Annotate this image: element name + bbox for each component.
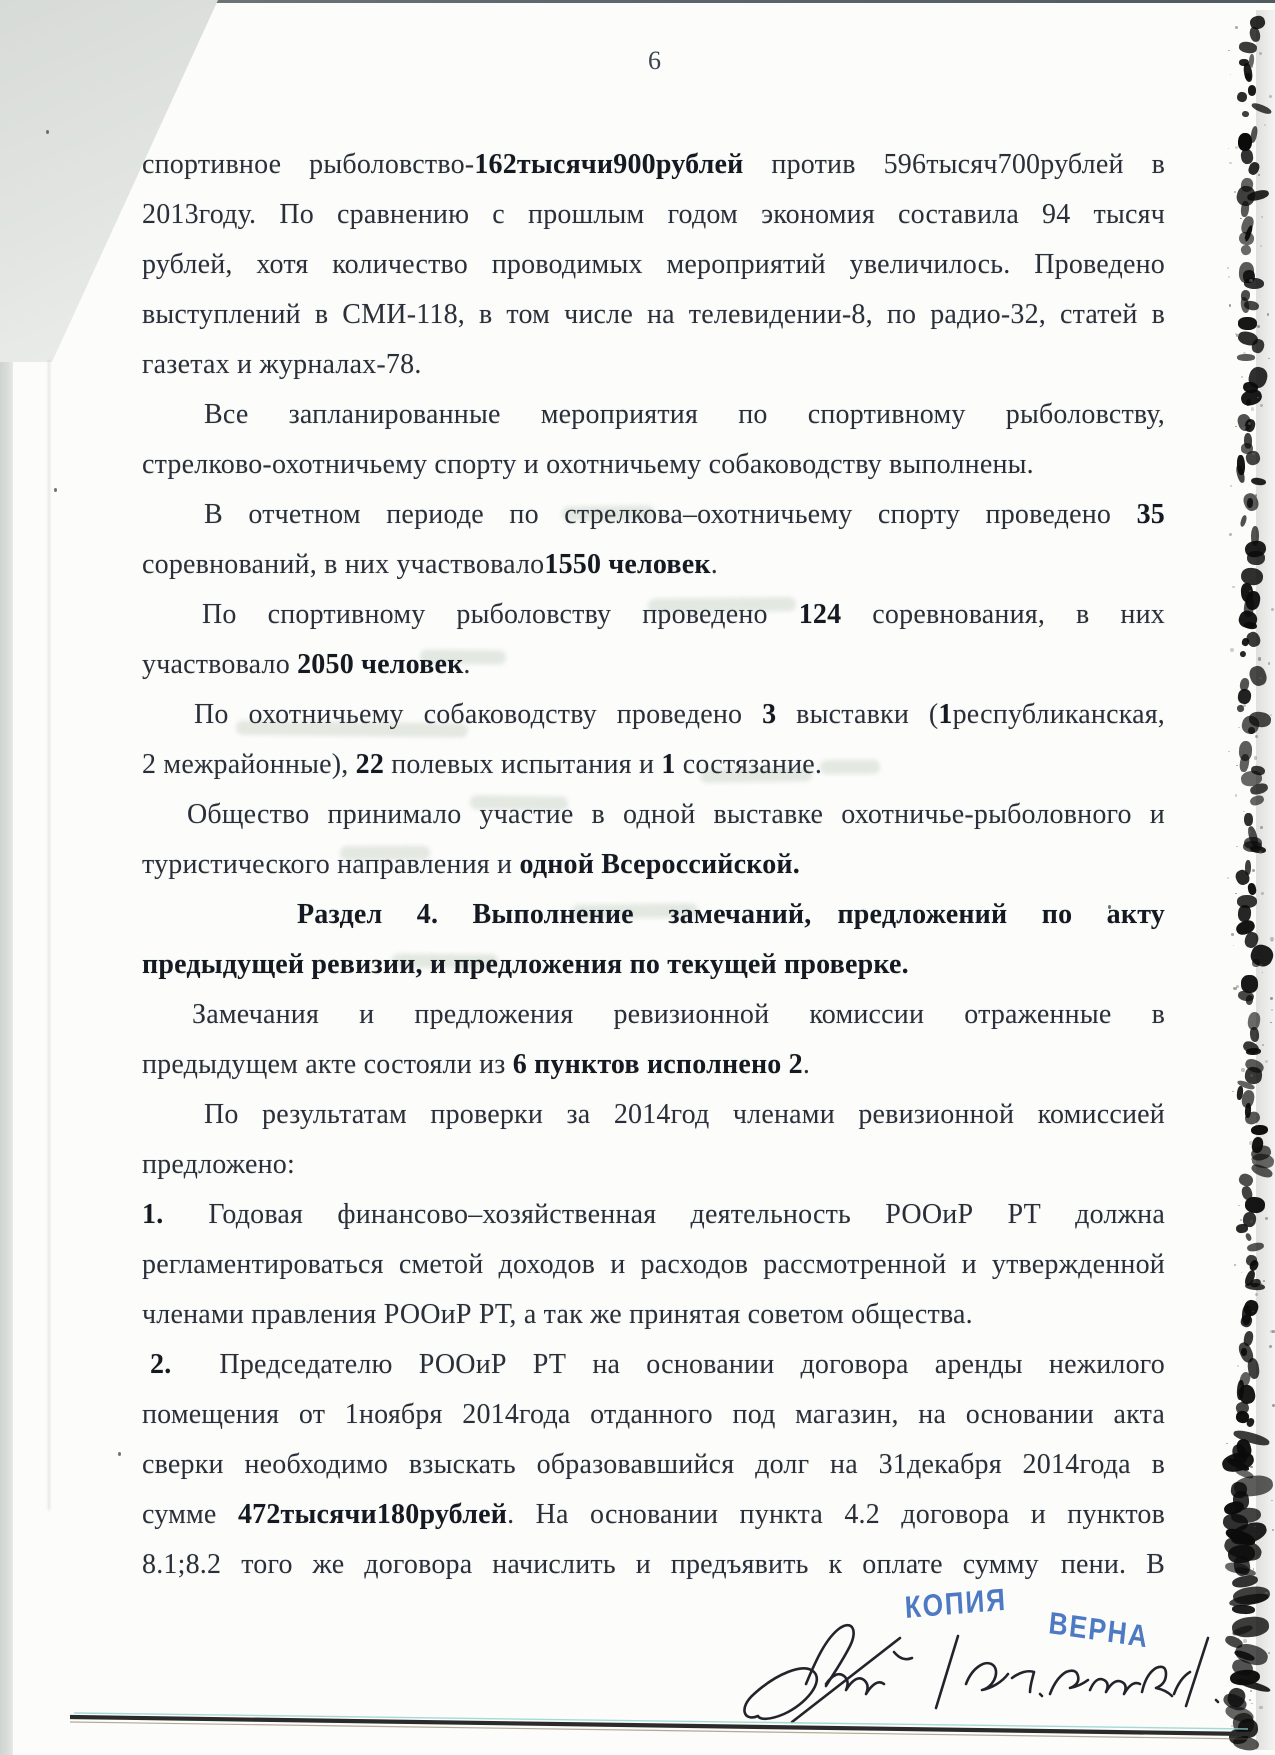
document-text	[142, 140, 1165, 1590]
text-line: помещения от 1ноября 2014года отданного под магазин, на основании акта	[142, 1399, 1165, 1430]
text-line: 1. Годовая финансово–хозяйственная деятельность РООиР РТ должна	[142, 1199, 1165, 1230]
text-line: По спортивному рыболовству проведено 124 соревнования, в них	[202, 599, 1165, 630]
paragraph	[142, 140, 1165, 390]
scan-paper-crease	[48, 360, 50, 1510]
text-line: соревнований, в них участвовало1550 человек.	[142, 549, 718, 580]
text-line: газетах и журналах-78.	[142, 349, 422, 380]
stamp-word-verna: ВЕРНА	[1046, 1605, 1151, 1655]
text-line: сверки необходимо взыскать образовавшийся долг на 31декабря 2014года в	[142, 1449, 1165, 1480]
text-line: сумме 472тысячи180рублей. На основании пункта 4.2 договора и пунктов	[142, 1499, 1166, 1530]
text-line: В отчетном периоде по стрелкова–охотничьему спорту проведено 35	[204, 499, 1165, 530]
paragraph	[142, 790, 1165, 890]
paragraph	[142, 690, 1165, 790]
text-line: туристического направления и одной Всероссийской.	[142, 849, 800, 880]
text-line: Все запланированные мероприятия по спортивному рыболовству,	[204, 399, 1165, 430]
text-line: выступлений в СМИ-118, в том числе на телевидении-8, по радио-32, статей в	[142, 299, 1165, 330]
text-line: предложено:	[142, 1149, 295, 1180]
paragraph	[142, 490, 1165, 590]
text-line: 2013году. По сравнению с прошлым годом экономия составила 94 тысяч	[142, 199, 1165, 230]
paragraph	[142, 590, 1165, 690]
text-line: стрелково-охотничьему спорту и охотничьему собаководству выполнены.	[142, 449, 1034, 480]
scan-bottom-edge-line	[70, 1713, 1250, 1739]
text-line: предыдущем акте состояли из 6 пунктов исполнено 2.	[142, 1049, 811, 1080]
text-line: 2 межрайонные), 22 полевых испытания и 1 состязание.	[142, 749, 823, 780]
paragraph	[142, 890, 1165, 990]
paragraph	[142, 1090, 1165, 1190]
text-line: предыдущей ревизии, и предложения по текущей проверке.	[142, 949, 909, 980]
text-line: спортивное рыболовство-162тысячи900рублей против 596тысяч700рублей в	[142, 149, 1166, 180]
text-line: По охотничьему собаководству проведено 3 выставки (1республиканская,	[194, 699, 1165, 730]
text-line: По результатам проверки за 2014год членами ревизионной комиссией	[204, 1099, 1165, 1130]
stamp-word-kopiya: КОПИЯ	[903, 1581, 1008, 1626]
text-line: рублей, хотя количество проводимых мероприятий увеличилось. Проведено	[142, 249, 1165, 280]
paragraph	[142, 1340, 1165, 1590]
paragraph	[142, 390, 1165, 490]
text-line: 2. Председателю РООиР РТ на основании договора аренды нежилого	[150, 1349, 1165, 1380]
text-line: Общество принимало участие в одной выставке охотничье-рыболовного и	[187, 799, 1165, 830]
paragraph	[142, 1190, 1165, 1340]
text-line: Замечания и предложения ревизионной комиссии отраженные в	[192, 999, 1165, 1030]
paragraph	[142, 990, 1165, 1090]
text-line: регламентироваться сметой доходов и расходов рассмотренной и утвержденной	[142, 1249, 1165, 1280]
copy-certified-stamp	[903, 1581, 1165, 1655]
page-number: 6	[648, 46, 661, 75]
text-line: 8.1;8.2 того же договора начислить и предъявить к оплате сумму пени. В	[142, 1549, 1165, 1580]
text-line: членами правления РООиР РТ, а так же принятая советом общества.	[142, 1299, 973, 1330]
text-line: Раздел 4. Выполнение замечаний, предложений по акту	[297, 899, 1165, 930]
text-line: участвовало 2050 человек.	[142, 649, 471, 680]
